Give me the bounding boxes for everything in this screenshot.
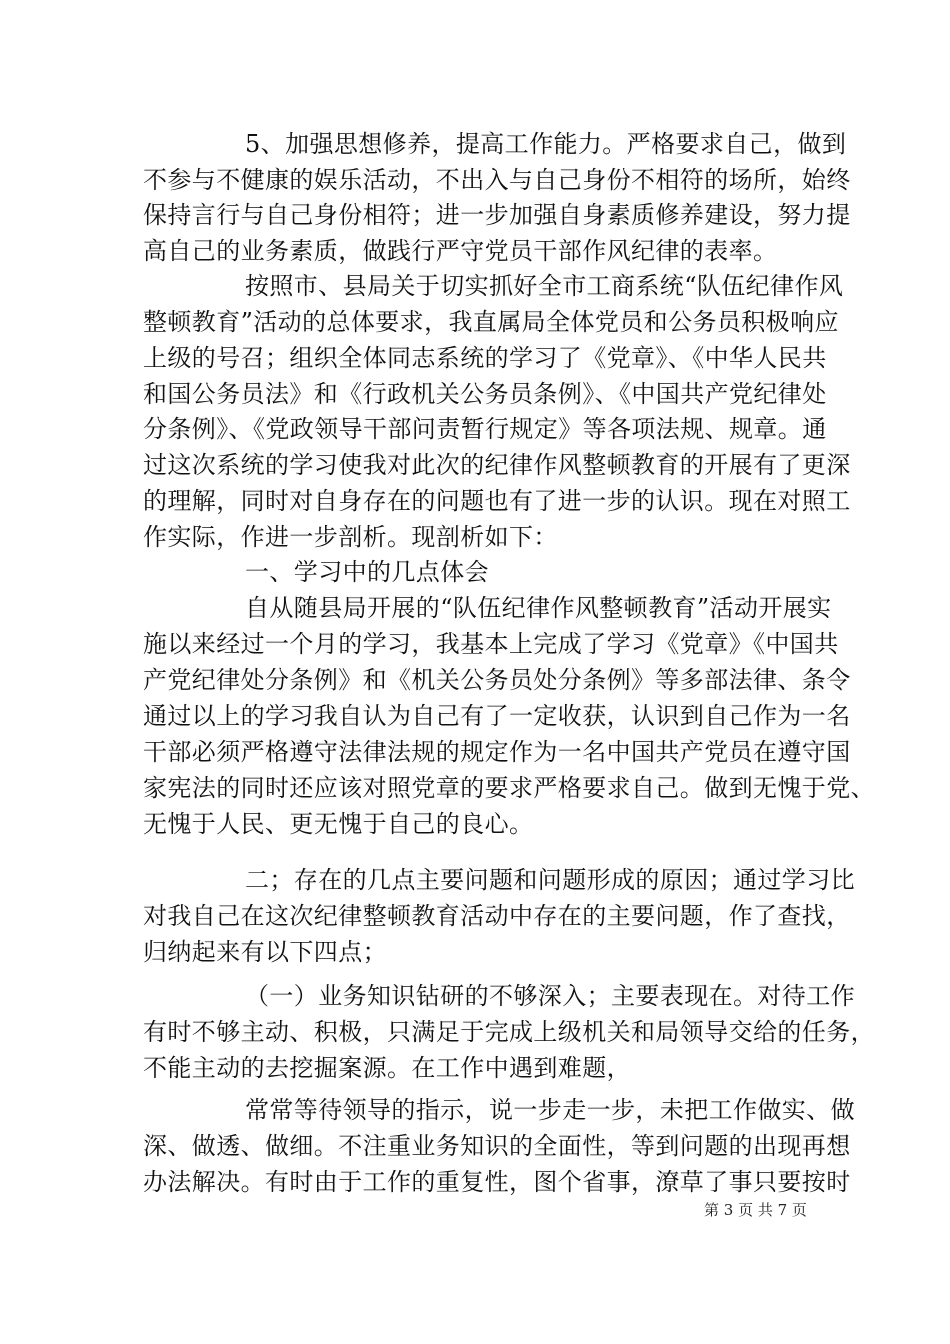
- text-line: 自从随县局开展的“队伍纪律作风整顿教育”活动开展实: [245, 594, 832, 622]
- text-line: 产党纪律处分条例》和《机关公务员处分条例》等多部法律、条令: [143, 666, 851, 694]
- text-line: （一）业务知识钻研的不够深入；主要表现在。对待工作: [245, 982, 855, 1010]
- page-number-footer: 第 3 页 共 7 页: [704, 1201, 807, 1219]
- text-line: 办法解决。有时由于工作的重复性，图个省事，潦草了事只要按时: [143, 1168, 851, 1196]
- section-heading: 一、学习中的几点体会: [245, 558, 489, 586]
- text-line: 二；存在的几点主要问题和问题形成的原因；通过学习比: [245, 866, 855, 894]
- text-line: 分条例》、《党政领导干部问责暂行规定》等各项法规、规章。通: [143, 415, 827, 443]
- text-line: 过这次系统的学习使我对此次的纪律作风整顿教育的开展有了更深: [143, 451, 851, 479]
- text-line: 常常等待领导的指示，说一步走一步，未把工作做实、做: [245, 1096, 855, 1124]
- text-line: 通过以上的学习我自认为自己有了一定收获，认识到自己作为一名: [143, 702, 851, 730]
- text-line: 不能主动的去挖掘案源。在工作中遇到难题，: [143, 1054, 631, 1082]
- text-line: 的理解，同时对自身存在的问题也有了进一步的认识。现在对照工: [143, 487, 851, 515]
- text-line: 和国公务员法》和《行政机关公务员条例》、《中国共产党纪律处: [143, 380, 827, 408]
- text-line: 施以来经过一个月的学习，我基本上完成了学习《党章》《中国共: [143, 630, 839, 658]
- text-line: 归纳起来有以下四点；: [143, 938, 387, 966]
- text-line: 有时不够主动、积极，只满足于完成上级机关和局领导交给的任务，: [143, 1018, 875, 1046]
- text-line: 按照市、县局关于切实抓好全市工商系统“队伍纪律作风: [245, 272, 844, 300]
- text-line: 家宪法的同时还应该对照党章的要求严格要求自己。做到无愧于党、: [143, 774, 875, 802]
- text-line: 干部必须严格遵守法律法规的规定作为一名中国共产党员在遵守国: [143, 738, 851, 766]
- text-line: 上级的号召；组织全体同志系统的学习了《党章》、《中华人民共: [143, 344, 827, 372]
- text-line: 深、做透、做细。不注重业务知识的全面性，等到问题的出现再想: [143, 1132, 851, 1160]
- text-line: 作实际，作进一步剖析。现剖析如下：: [143, 523, 558, 551]
- text-line: 整顿教育”活动的总体要求，我直属局全体党员和公务员积极响应: [143, 308, 839, 336]
- text-line: 对我自己在这次纪律整顿教育活动中存在的主要问题，作了查找，: [143, 902, 851, 930]
- text-line: 保持言行与自己身份相符；进一步加强自身素质修养建设，努力提: [143, 201, 851, 229]
- text-line: 高自己的业务素质，做践行严守党员干部作风纪律的表率。: [143, 237, 778, 265]
- text-line: 5、加强思想修养，提高工作能力。严格要求自己，做到: [245, 130, 847, 158]
- text-line: 不参与不健康的娱乐活动，不出入与自己身份不相符的场所，始终: [143, 166, 851, 194]
- text-line: 无愧于人民、更无愧于自己的良心。: [143, 810, 534, 838]
